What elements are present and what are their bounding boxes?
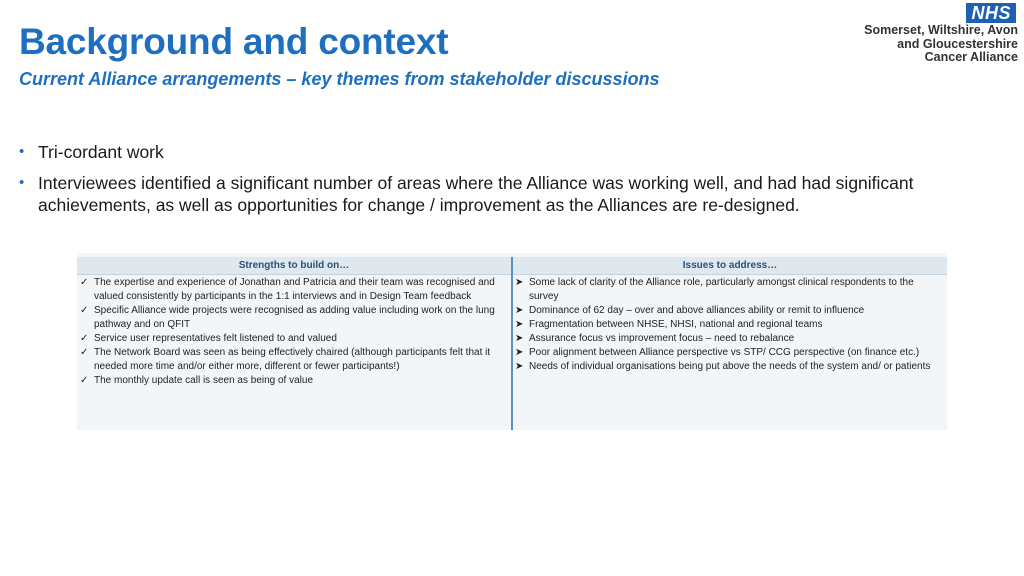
strength-text: Specific Alliance wide projects were recognised as adding value including work on the lung pathway and on QFIT [94, 305, 495, 330]
issue-text: Dominance of 62 day – over and above alliances ability or remit to influence [529, 305, 865, 316]
checkmark-icon: ✓ [80, 305, 89, 316]
issue-item [515, 304, 943, 318]
bullet-icon: • [19, 174, 25, 191]
bullet-icon: • [19, 143, 25, 160]
bullet-list [19, 141, 1009, 225]
strength-item [80, 346, 504, 374]
issue-text: Assurance focus vs improvement focus – need to rebalance [529, 333, 795, 344]
checkmark-icon: ✓ [80, 375, 89, 386]
bullet-text: Interviewees identified a significant number of areas where the Alliance was working well, and had had significant achievements, as well as opportunities for change / improvement as the Alliances are re-designed. [38, 173, 914, 215]
bullet-item [19, 141, 1009, 163]
logo-line-3: Cancer Alliance [924, 50, 1018, 64]
checkmark-icon: ✓ [80, 333, 89, 344]
strength-text: The expertise and experience of Jonathan and Patricia and their team was recognised and valued consistently by participants in the 1:1 interviews and in Design Team feedback [94, 277, 495, 302]
logo-line-2: and Gloucestershire [897, 36, 1018, 51]
arrowhead-icon: ➤ [515, 277, 524, 288]
strength-item [80, 374, 504, 388]
strengths-list [80, 276, 504, 388]
strength-item [80, 332, 504, 346]
strength-text: The monthly update call is seen as being of value [94, 375, 314, 386]
strength-text: Service user representatives felt listened to and valued [94, 333, 337, 344]
strengths-header: Strengths to build on… [238, 260, 350, 271]
strengths-issues-table [77, 253, 947, 430]
arrowhead-icon: ➤ [515, 361, 524, 372]
logo-line-1: Somerset, Wiltshire, Avon [864, 23, 1018, 37]
issue-item [515, 276, 943, 304]
arrowhead-icon: ➤ [515, 347, 524, 358]
arrowhead-icon: ➤ [515, 319, 524, 330]
issue-item [515, 360, 943, 374]
issue-text: Poor alignment between Alliance perspective vs STP/ CCG perspective (on finance etc.) [529, 347, 920, 358]
bullet-text: Tri-cordant work [38, 142, 164, 162]
issue-text: Some lack of clarity of the Alliance role, particularly amongst clinical respondents to the survey [529, 277, 914, 302]
nhs-logo [848, 3, 1018, 67]
issue-text: Needs of individual organisations being put above the needs of the system and/ or patients [529, 361, 931, 372]
issue-item [515, 332, 943, 346]
checkmark-icon: ✓ [80, 277, 89, 288]
issue-text: Fragmentation between NHSE, NHSI, national and regional teams [529, 319, 823, 330]
issues-list [515, 276, 943, 374]
bullet-item [19, 172, 1009, 216]
issue-item [515, 346, 943, 360]
nhs-badge: NHS [966, 3, 1016, 23]
issues-header: Issues to address… [682, 260, 778, 271]
page-subtitle: Current Alliance arrangements – key themes from stakeholder discussions [19, 69, 660, 89]
arrowhead-icon: ➤ [515, 333, 524, 344]
column-divider [511, 257, 513, 430]
issue-item [515, 318, 943, 332]
checkmark-icon: ✓ [80, 347, 89, 358]
strength-item [80, 276, 504, 304]
strength-text: The Network Board was seen as being effectively chaired (although participants felt that it needed more time and/or either more, different or fewer participants!) [94, 347, 491, 372]
strength-item [80, 304, 504, 332]
arrowhead-icon: ➤ [515, 305, 524, 316]
page-title: Background and context [19, 21, 449, 62]
